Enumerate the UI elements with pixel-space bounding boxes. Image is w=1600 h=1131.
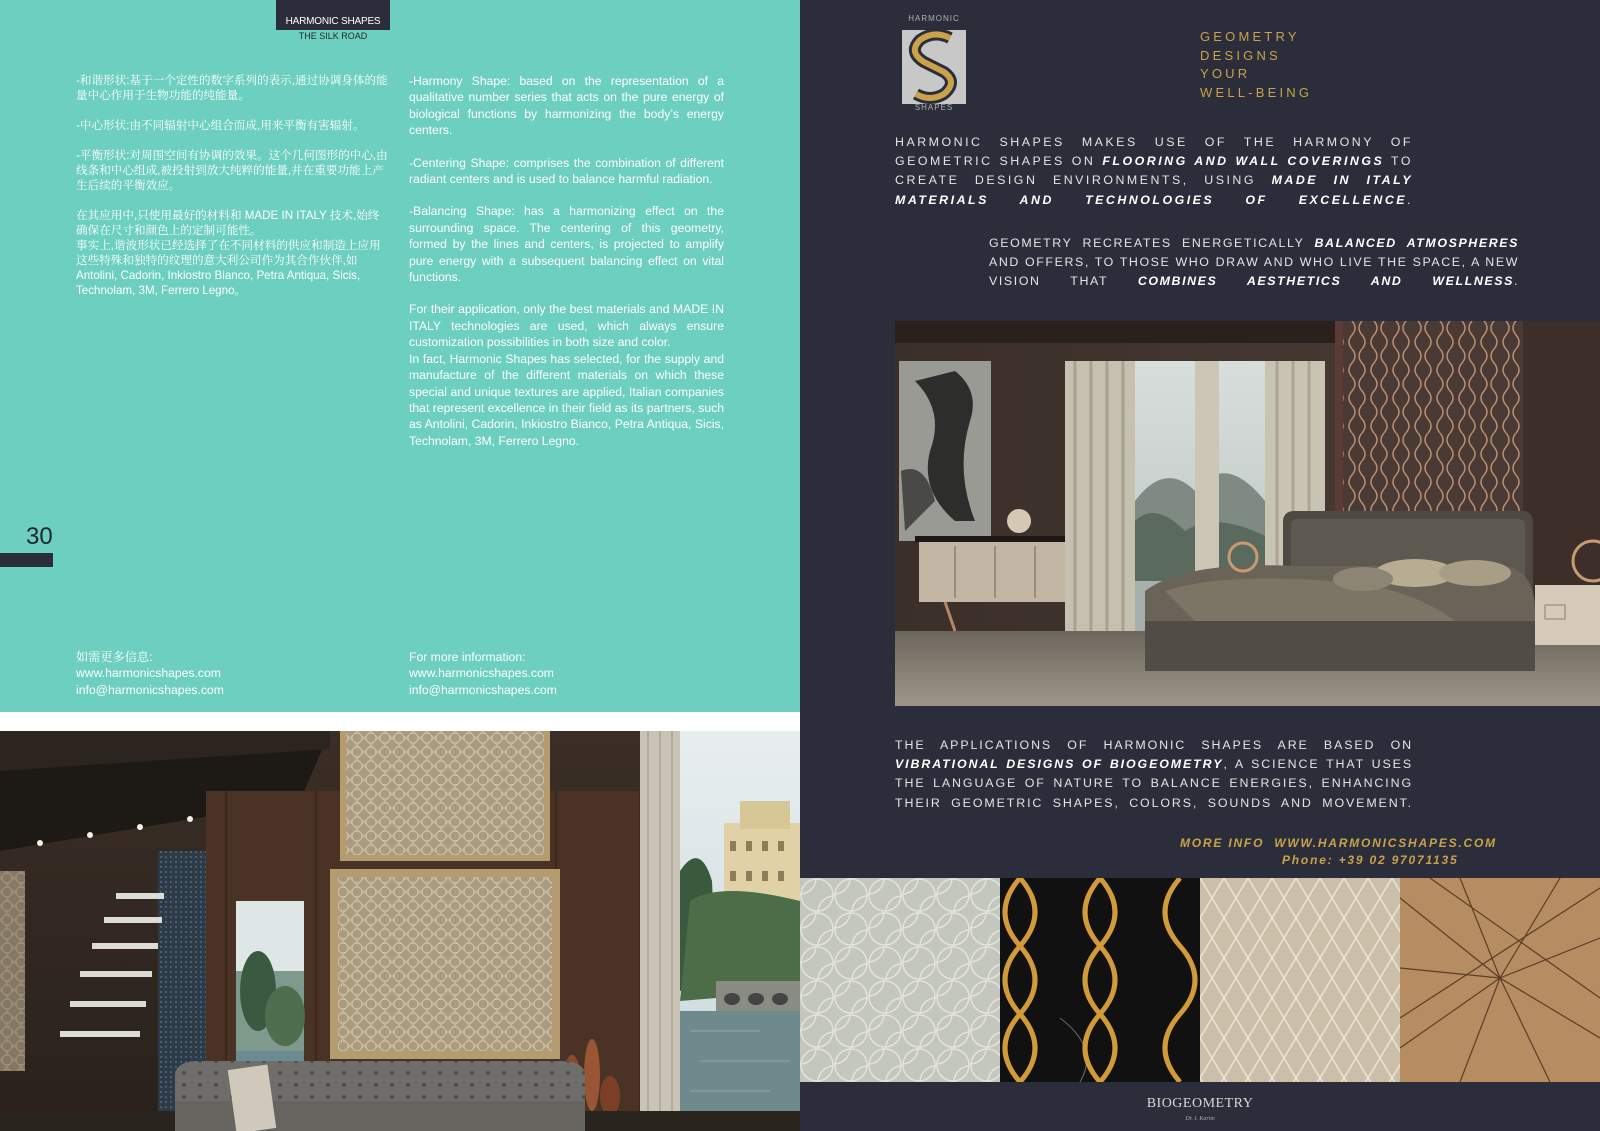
- tagline-line: DESIGNS: [1200, 47, 1281, 63]
- material-samples: [800, 878, 1600, 1082]
- email-link[interactable]: info@harmonicshapes.com: [409, 682, 557, 697]
- tagline: [1200, 28, 1312, 102]
- emphasis-run: COMBINES AESTHETICS AND WELLNESS: [1137, 274, 1514, 289]
- bedroom-photo: [895, 321, 1600, 706]
- phone-number[interactable]: Phone: +39 02 97071135: [1282, 853, 1459, 867]
- header-brand: HARMONIC SHAPES: [285, 16, 381, 27]
- left-page: [0, 0, 800, 712]
- more-info-line: [1180, 836, 1497, 850]
- text-run: GEOMETRY RECREATES ENERGETICALLY: [989, 236, 1315, 250]
- living-room-photo: [0, 731, 800, 1131]
- tile-diamond-grid: [1200, 878, 1400, 1082]
- harmonic-shapes-logo: [900, 14, 968, 114]
- info-label: 如需更多信息:: [76, 650, 153, 664]
- atmosphere-paragraph: [989, 234, 1519, 292]
- text-run: , A SCIENCE THAT USES THE LANGUAGE OF NATURE TO BALANCE ENERGIES, ENHANCING THEIR GEOMETRIC SHAPES, COLORS, SOUNDS AND MOVEMENT.: [895, 757, 1414, 810]
- page-number: 30: [26, 523, 53, 550]
- biogeometry-logo: BIOGEOMETRY: [1146, 1096, 1254, 1111]
- en-paragraph: -Harmony Shape: based on the representation of a qualitative number series that acts on the pure energy of biological functions by harmonizing the body’s energy centers.: [409, 74, 724, 138]
- header-tab: [276, 0, 390, 30]
- website-link[interactable]: WWW.HARMONICSHAPES.COM: [1274, 836, 1497, 850]
- en-paragraph: For their application, only the best materials and MADE IN ITALY technologies are used, which always ensure customization possibilities in both size and color.: [409, 302, 724, 350]
- en-paragraph: -Balancing Shape: has a harmonizing effect on the surrounding space. The centering of this geometry, formed by the lines and centers, is projected to amplify pure energy with a subsequent balancing effect on vital functions.: [409, 204, 724, 285]
- intro-paragraph: [895, 133, 1413, 210]
- gold-waves-pattern: [1000, 878, 1200, 1082]
- en-paragraph: In fact, Harmonic Shapes has selected, for the supply and manufacture of the different materials on which these special and unique textures are applied, Italian companies that represent excellence in their field as its partners, such as Antolini, Cadorin, Inkiostro Bianco, Petra Antiqua, Sicis, Technolam, 3M, Ferrero Legno.: [409, 351, 724, 448]
- text-run: .: [1407, 192, 1413, 207]
- emphasis-run: MADE IN ITALY MATERIALS AND TECHNOLOGIES OF EXCELLENCE: [895, 173, 1413, 207]
- english-column: [409, 73, 724, 465]
- info-label: For more information:: [409, 650, 526, 664]
- biogeometry-paragraph: [895, 736, 1413, 813]
- tile-circles: [800, 878, 1000, 1082]
- text-run: HARMONIC SHAPES MAKES USE OF THE HARMONY OF GEOMETRIC SHAPES ON: [895, 135, 1413, 169]
- info-block-cn: [76, 649, 224, 698]
- info-block-en: [409, 649, 557, 698]
- logo-s-mark: [900, 28, 968, 106]
- page-number-bar: [0, 553, 53, 567]
- text-run: TO CREATE DESIGN ENVIRONMENTS, USING: [895, 154, 1414, 188]
- logo-bottom-text: SHAPES: [914, 103, 954, 112]
- header-subtitle: THE SILK ROAD: [298, 31, 368, 41]
- en-paragraph: -Centering Shape: comprises the combination of different radiant centers and is used to balance harmful radiation.: [409, 155, 724, 187]
- circles-pattern: [800, 878, 1000, 1082]
- emphasis-run: BALANCED ATMOSPHERES: [1314, 236, 1519, 250]
- wood-rays-pattern: [1400, 878, 1600, 1082]
- tile-wood-rays: [1400, 878, 1600, 1082]
- chinese-column: [76, 73, 390, 313]
- tagline-line: GEOMETRY: [1200, 29, 1300, 44]
- text-run: .: [1513, 274, 1520, 289]
- living-room-illustration: [0, 731, 800, 1131]
- website-link[interactable]: www.harmonicshapes.com: [76, 666, 221, 681]
- email-link[interactable]: info@harmonicshapes.com: [76, 682, 224, 697]
- bedroom-illustration: [895, 321, 1600, 706]
- biogeometry-logo-signature: Dr. I. Karim: [1185, 1116, 1215, 1122]
- cn-paragraph: 事实上,谐波形状已经选择了在不同材料的供应和制造上应用这些特殊和独特的纹理的意大利公司作为其合作伙伴,如Antolini, Cadorin, Inkiostro Bianco, Petra Antiqua, Sicis, Technolam, 3M, Ferrero Legno。: [76, 239, 381, 297]
- cn-paragraph: 在其应用中,只使用最好的材料和 MADE IN ITALY 技术,始终确保在尺寸和颜色上的定制可能性。: [76, 209, 380, 237]
- cn-paragraph: -和谐形状:基于一个定性的数字系列的表示,通过协调身体的能量中心作用于生物功能的纯能量。: [76, 74, 388, 102]
- text-run: AND OFFERS, TO THOSE WHO DRAW AND WHO LIVE THE SPACE, A NEW VISION THAT: [989, 255, 1519, 289]
- logo-top-text: HARMONIC: [908, 14, 960, 23]
- emphasis-run: FLOORING AND WALL COVERINGS: [1102, 154, 1385, 169]
- emphasis-run: VIBRATIONAL DESIGNS OF BIOGEOMETRY: [895, 757, 1224, 772]
- tile-gold-waves: [1000, 878, 1200, 1082]
- right-page: [800, 0, 1600, 1131]
- cn-paragraph: -平衡形状:对周围空间有协调的效果。这个几何图形的中心,由线条和中心组成,被投射到放大纯粹的能量,并在重要功能上产生后续的平衡效应。: [76, 149, 388, 192]
- tagline-line: YOUR: [1200, 66, 1251, 81]
- diamond-grid-pattern: [1200, 878, 1400, 1082]
- text-run: THE APPLICATIONS OF HARMONIC SHAPES ARE BASED ON: [895, 738, 1413, 752]
- tagline-line: WELL-BEING: [1200, 84, 1313, 100]
- website-link[interactable]: www.harmonicshapes.com: [409, 666, 554, 681]
- more-info-label: MORE INFO: [1180, 836, 1265, 850]
- cn-paragraph: -中心形状:由不同辐射中心组合而成,用来平衡有害辐射。: [76, 119, 365, 132]
